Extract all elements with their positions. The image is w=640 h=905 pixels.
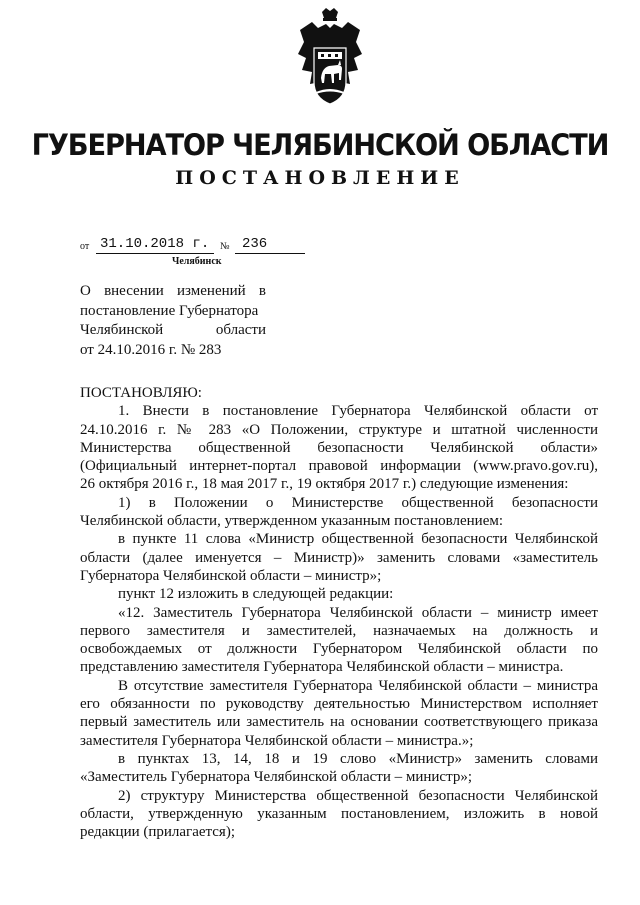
body-line: области (далее именуется – Министр)» заменить словами «заместитель bbox=[80, 549, 598, 566]
document-number: 236 bbox=[242, 236, 268, 252]
body-line: В отсутствие заместителя Губернатора Челябинской области – министра bbox=[118, 677, 598, 694]
body-line: 26 октября 2016 г., 18 мая 2017 г., 19 октября 2017 г.) следующие изменения: bbox=[80, 476, 569, 493]
body-line: первого заместителя и заместителей, назначаемых на должность и bbox=[80, 622, 598, 639]
body-line: первый заместитель или заместитель на основании соответствующего приказа bbox=[80, 714, 598, 731]
body-line: Губернатора Челябинской области – министр»; bbox=[80, 567, 382, 584]
body-line: области, утвержденную указанным постановлением, изложить в новой bbox=[80, 805, 598, 822]
body-line: его обязанности по руководству деятельностью Министерством исполняет bbox=[80, 696, 598, 713]
body-line: в пункте 11 слова «Министр общественной безопасности Челябинской bbox=[118, 531, 598, 548]
body-line: освобождаемых от должности Губернатором Челябинской области по bbox=[80, 641, 598, 658]
date-prefix: от bbox=[80, 241, 90, 252]
document-body bbox=[80, 384, 598, 841]
subject-line: О внесении изменений в bbox=[80, 283, 266, 299]
body-line: 1) в Положении о Министерстве общественной безопасности bbox=[118, 494, 598, 511]
number-underline bbox=[235, 253, 305, 254]
city-name: Челябинск bbox=[172, 256, 222, 267]
body-line: в пунктах 13, 14, 18 и 19 слово «Министр» заменить словами bbox=[118, 750, 598, 767]
body-line: Министерства общественной безопасности Челябинской области» bbox=[80, 439, 598, 456]
body-line: «12. Заместитель Губернатора Челябинской области – министр имеет bbox=[118, 604, 598, 621]
body-line: «Заместитель Губернатора Челябинской области – министр»; bbox=[80, 769, 472, 786]
body-line: пункт 12 изложить в следующей редакции: bbox=[118, 586, 394, 603]
body-line: (Официальный интернет-портал правовой информации (www.pravo.gov.ru), bbox=[80, 458, 598, 475]
coat-of-arms-emblem bbox=[296, 8, 364, 108]
date-underline bbox=[96, 253, 214, 254]
body-line: редакции (прилагается); bbox=[80, 824, 235, 841]
subject-line: постановление Губернатора bbox=[80, 302, 259, 319]
body-line: 24.10.2016 г. № 283 «О Положении, структуре и штатной численности bbox=[80, 421, 598, 438]
document-subject bbox=[80, 282, 266, 360]
subject-line: Челябинской области bbox=[80, 322, 266, 338]
body-line: 1. Внести в постановление Губернатора Челябинской области от bbox=[118, 403, 598, 420]
authority-title: ГУБЕРНАТОР ЧЕЛЯБИНСКОЙ ОБЛАСТИ bbox=[31, 128, 609, 162]
body-line: Челябинской области, утвержденном указанным постановлением: bbox=[80, 513, 504, 530]
body-line: 2) структуру Министерства общественной безопасности Челябинской bbox=[118, 787, 598, 804]
document-type: ПОСТАНОВЛЕНИЕ bbox=[175, 167, 465, 189]
body-line-decree: ПОСТАНОВЛЯЮ: bbox=[80, 385, 202, 401]
body-line: представлению заместителя Губернатора Челябинской области – министра. bbox=[80, 659, 564, 676]
body-line: заместителя Губернатора Челябинской области – министра.»; bbox=[80, 732, 474, 749]
document-date: 31.10.2018 г. bbox=[100, 236, 210, 252]
document-date-row bbox=[80, 236, 320, 256]
subject-line: от 24.10.2016 г. № 283 bbox=[80, 341, 222, 358]
number-prefix: № bbox=[220, 241, 230, 252]
